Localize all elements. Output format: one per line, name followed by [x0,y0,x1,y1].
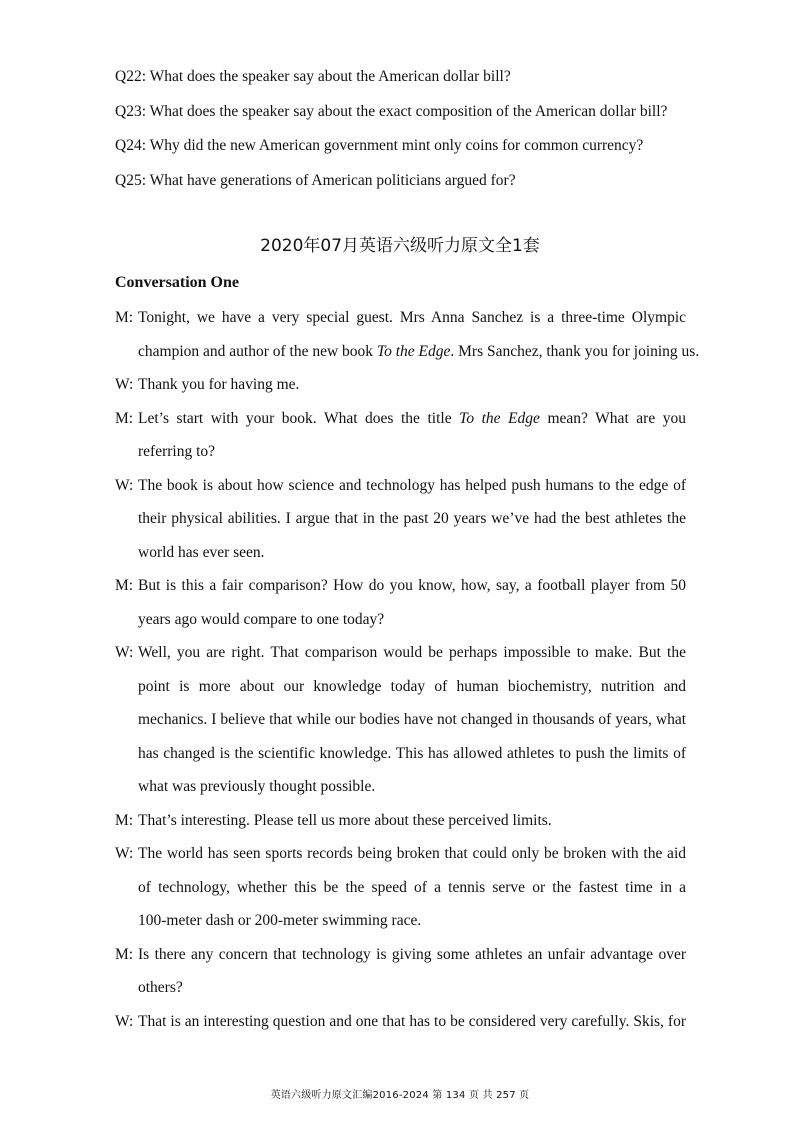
book-title: To the Edge [459,409,540,427]
speaker-label: W: [115,845,134,862]
speaker-label: M: [115,811,134,829]
dialogue-text: Thank you for having me. [138,376,300,393]
speaker-label: M: [115,409,134,427]
dialogue-text: has changed is the scientific knowledge. This has allowed athletes to push the limits of [138,744,686,762]
speaker-label: W: [115,644,134,661]
page-footer: 英语六级听力原文汇编2016-2024 第 134 页 共 257 页 [270,1090,530,1101]
dialogue-text: point is more about our knowledge today of human biochemistry, nutrition and [138,677,686,695]
dialogue-line [138,711,686,729]
question-q25: Q25: What have generations of American politicians argued for? [115,172,516,189]
dialogue-text: years ago would compare to one today? [138,610,385,628]
speaker-label: M: [115,309,134,326]
dialogue-line [138,644,686,662]
speaker-label: W: [115,1012,134,1030]
dialogue-text: 100-meter dash or 200-meter swimming race. [138,912,422,929]
speaker-label: W: [115,476,134,494]
section-heading: 2020年07月英语六级听力原文全1套 [260,236,540,256]
question-q22: Q22: What does the speaker say about the American dollar bill? [115,68,511,85]
dialogue-text: Well, you are right. That comparison would be perhaps impossible to make. But the [138,644,686,661]
speaker-label: W: [115,376,134,393]
dialogue-text: world has ever seen. [138,543,265,561]
dialogue-line [138,879,686,897]
book-title: To the Edge [376,342,451,360]
dialogue-line [138,678,686,696]
dialogue-text: what was previously thought possible. [138,778,376,795]
dialogue-line [138,812,552,830]
dialogue-line [138,577,686,595]
dialogue-line [138,443,215,461]
dialogue-line [138,410,686,428]
dialogue-line [138,611,384,629]
dialogue-line [138,912,421,930]
dialogue-text: mechanics. I believe that while our bodies have not changed in thousands of years, what [138,711,686,728]
dialogue-text: their physical abilities. I argue that in the past 20 years we’ve had the best athletes the [138,510,686,527]
question-q23: Q23: What does the speaker say about the exact composition of the American dollar bill? [115,103,668,120]
conversation-title: Conversation One [115,274,239,291]
dialogue-line [138,510,686,528]
dialogue-text: That is an interesting question and one that has to be considered very carefully. Skis, for [138,1012,686,1030]
dialogue-text: referring to? [138,443,216,460]
dialogue-line [138,778,375,796]
dialogue-text: mean? What are you [539,409,686,427]
dialogue-text: The book is about how science and technology has helped push humans to the edge of [138,476,686,494]
dialogue-line [138,979,183,997]
dialogue-line [138,477,686,495]
dialogue-text: The world has seen sports records being broken that could only be broken with the aid [138,845,686,862]
speaker-label: M: [115,577,134,594]
dialogue-line [138,376,299,394]
dialogue-text: others? [138,979,183,996]
dialogue-line [138,946,686,964]
dialogue-text: . Mrs Sanchez, thank you for joining us. [450,342,700,360]
dialogue-text: Let’s start with your book. What does the title [138,409,460,427]
dialogue-text: Is there any concern that technology is giving some athletes an unfair advantage over [138,945,686,963]
dialogue-text: of technology, whether this be the speed of a tennis serve or the fastest time in a [138,878,686,896]
speaker-label: M: [115,945,134,963]
dialogue-line [138,1013,686,1031]
dialogue-line [138,343,699,361]
dialogue-text: Tonight, we have a very special guest. Mrs Anna Sanchez is a three-time Olympic [138,309,686,326]
dialogue-line [138,745,686,763]
question-q24: Q24: Why did the new American government mint only coins for common currency? [115,137,644,154]
dialogue-text: champion and author of the new book [138,342,377,360]
dialogue-line [138,845,686,863]
dialogue-line [138,544,265,562]
dialogue-text: But is this a fair comparison? How do you know, how, say, a football player from 50 [138,577,686,594]
dialogue-line [138,309,686,327]
dialogue-text: That’s interesting. Please tell us more about these perceived limits. [138,811,552,829]
